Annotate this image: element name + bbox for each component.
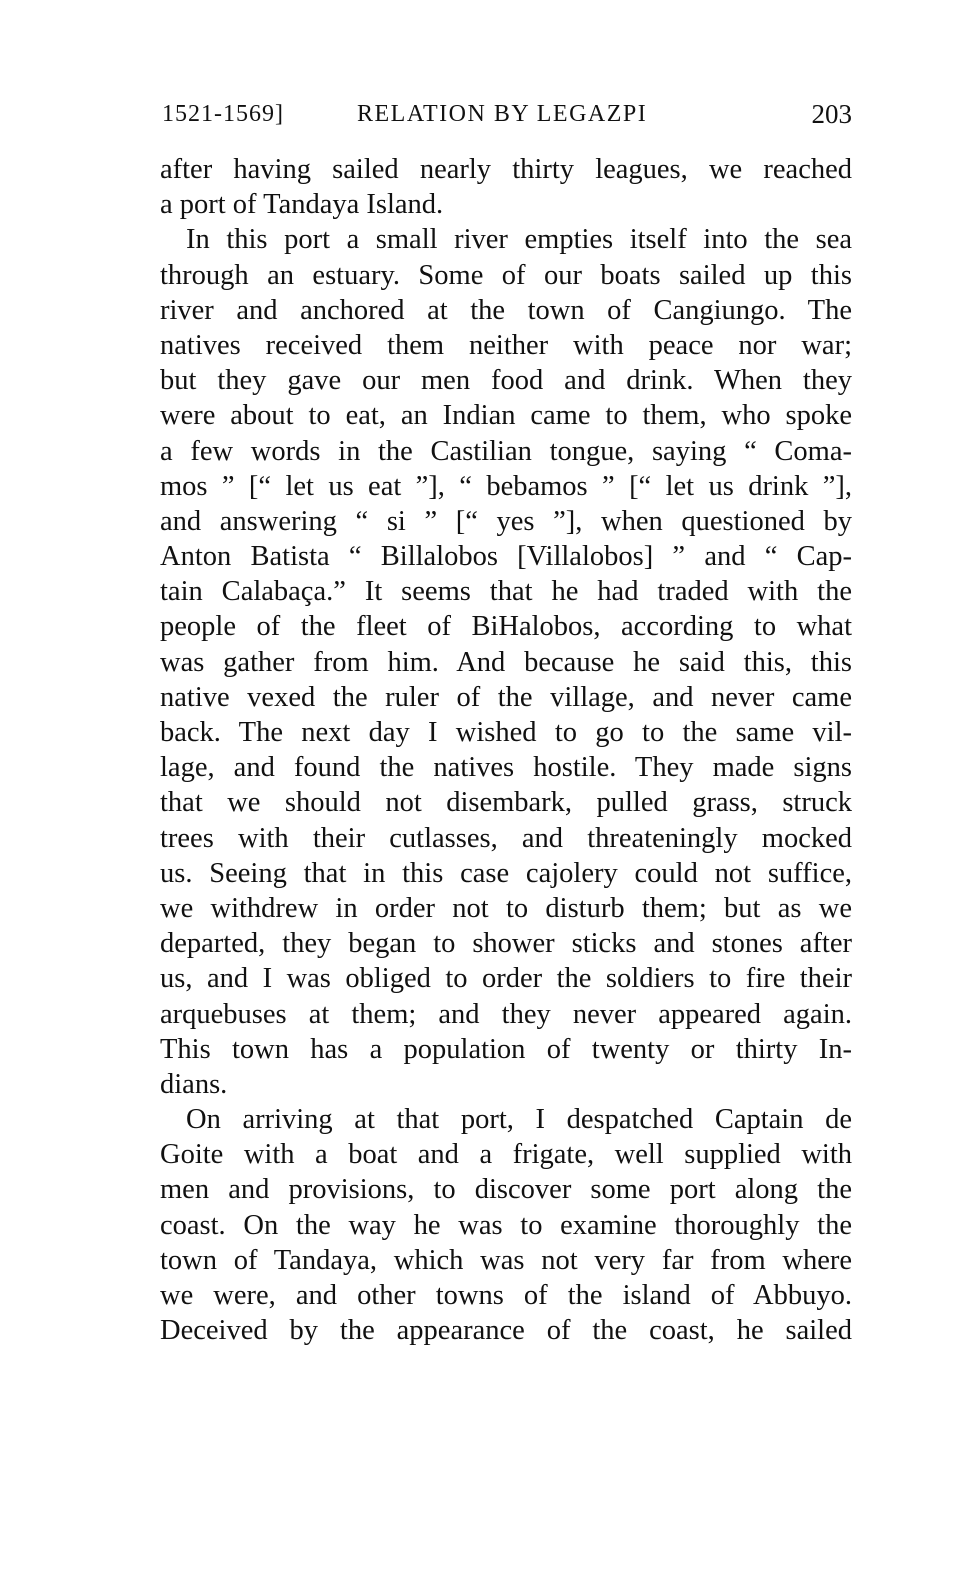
text-line: a port of Tandaya Island. [160,189,444,221]
text-line: native vexed the ruler of the village, and never came [160,681,852,713]
text-line: departed, they began to shower sticks and stones after [160,928,852,960]
text-line: coast. On the way he was to examine thoroughly the [160,1209,852,1241]
text-line: us, and I was obliged to order the soldiers to fire their [160,963,852,995]
text-line: river and anchored at the town of Cangiungo. The [160,294,852,326]
text-line: arquebuses at them; and they never appeared again. [160,998,852,1030]
text-line: On arriving at that port, I despatched Captain de [186,1104,852,1136]
text-line: after having sailed nearly thirty leagues, we reached [160,154,852,185]
text-line: mos ” [“ let us eat ”], “ bebamos ” [“ let us drink ”], [160,470,852,502]
text-line: Deceived by the appearance of the coast, he sailed [160,1315,852,1347]
running-title: RELATION BY LEGAZPI [357,101,648,127]
text-line: natives received them neither with peace nor war; [160,329,852,361]
text-line: tain Calabaça.” It seems that he had traded with the [160,576,852,608]
text-line: through an estuary. Some of our boats sailed up this [160,259,852,291]
text-line: back. The next day I wished to go to the same vil- [160,717,852,748]
text-line: we withdrew in order not to disturb them; but as we [160,892,852,924]
text-line: were about to eat, an Indian came to them, who spoke [160,400,852,432]
body-text [160,152,852,1348]
text-line: dians. [160,1068,228,1100]
text-line: us. Seeing that in this case cajolery could not suffice, [160,857,852,889]
text-line: that we should not disembark, pulled grass, struck [160,787,852,819]
text-line: trees with their cutlasses, and threateningly mocked [160,822,852,854]
page-number: 203 [811,99,852,129]
text-line: men and provisions, to discover some port along the [160,1174,852,1206]
text-line: This town has a population of twenty or thirty In- [160,1033,852,1065]
text-line: a few words in the Castilian tongue, saying “ Coma- [160,435,852,467]
text-line: was gather from him. And because he said this, this [160,646,852,678]
running-header [162,94,852,134]
text-line: we were, and other towns of the island of Abbuyo. [160,1280,852,1311]
text-line: town of Tandaya, which was not very far from where [160,1244,852,1276]
text-line: but they gave our men food and drink. When they [160,365,852,397]
text-line: Anton Batista “ Billalobos [Villalobos] ” and “ Cap- [160,541,852,573]
text-line: Goite with a boat and a frigate, well supplied with [160,1139,852,1171]
date-range: 1521-1569] [162,101,284,127]
text-line: In this port a small river empties itself into the sea [186,224,852,256]
text-line: lage, and found the natives hostile. They made signs [160,752,852,784]
text-line: people of the fleet of BiHalobos, according to what [160,611,852,643]
text-line: and answering “ si ” [“ yes ”], when questioned by [160,505,852,537]
